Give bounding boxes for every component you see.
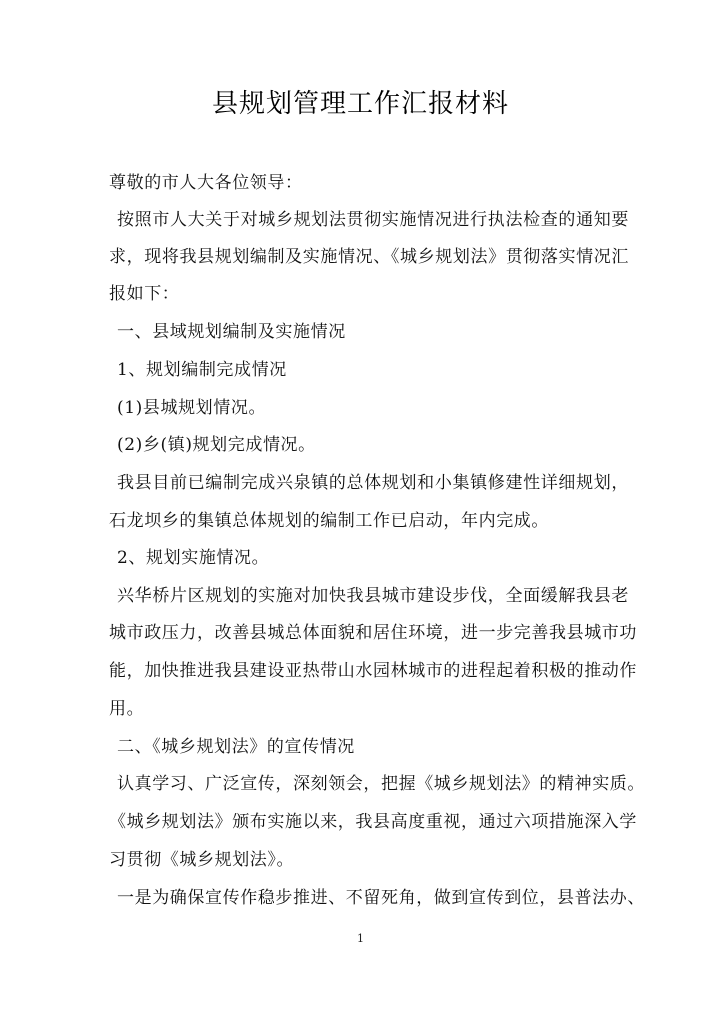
subsection-heading: 2、规划实施情况。 — [117, 548, 270, 568]
section-heading: 一、县域规划编制及实施情况 — [117, 322, 346, 342]
paragraph-line: 按照市人大关于对城乡规划法贯彻实施情况进行执法检查的通知要 — [117, 210, 629, 230]
paragraph-line: 城市政压力，改善县城总体面貌和居住环境，进一步完善我县城市功 — [109, 623, 637, 643]
section-heading: 二、《城乡规划法》的宣传情况 — [117, 737, 355, 757]
paragraph-line: 一是为确保宣传作稳步推进、不留死角，做到宣传到位，县普法办、 — [117, 888, 645, 908]
paragraph-line: 《城乡规划法》颁布实施以来，我县高度重视，通过六项措施深入学 — [109, 812, 637, 832]
subsection-heading: 1、规划编制完成情况 — [117, 360, 287, 380]
document-title: 县规划管理工作汇报材料 — [211, 89, 509, 119]
paragraph-line: 习贯彻《城乡规划法》。 — [109, 850, 295, 870]
paragraph-line: 能，加快推进我县建设亚热带山水园林城市的进程起着积极的推动作 — [109, 661, 637, 681]
paragraph-line: 石龙坝乡的集镇总体规划的编制工作已启动，年内完成。 — [109, 511, 549, 531]
paragraph-line: 用。 — [109, 699, 145, 719]
paragraph-line: 我县目前已编制完成兴泉镇的总体规划和小集镇修建性详细规划， — [117, 473, 629, 493]
salutation: 尊敬的市人大各位领导： — [109, 173, 303, 193]
paragraph-line: 求，现将我县规划编制及实施情况、《城乡规划法》贯彻落实情况汇 — [109, 247, 629, 267]
list-item: (2)乡(镇)规划完成情况。 — [117, 435, 316, 455]
list-item: (1)县城规划情况。 — [117, 398, 267, 418]
paragraph-line: 兴华桥片区规划的实施对加快我县城市建设步伐，全面缓解我县老 — [117, 586, 629, 606]
page-number: 1 — [357, 932, 364, 945]
paragraph-line: 认真学习、广泛宣传，深刻领会，把握《城乡规划法》的精神实质。 — [117, 774, 645, 794]
paragraph-line: 报如下： — [109, 284, 180, 304]
